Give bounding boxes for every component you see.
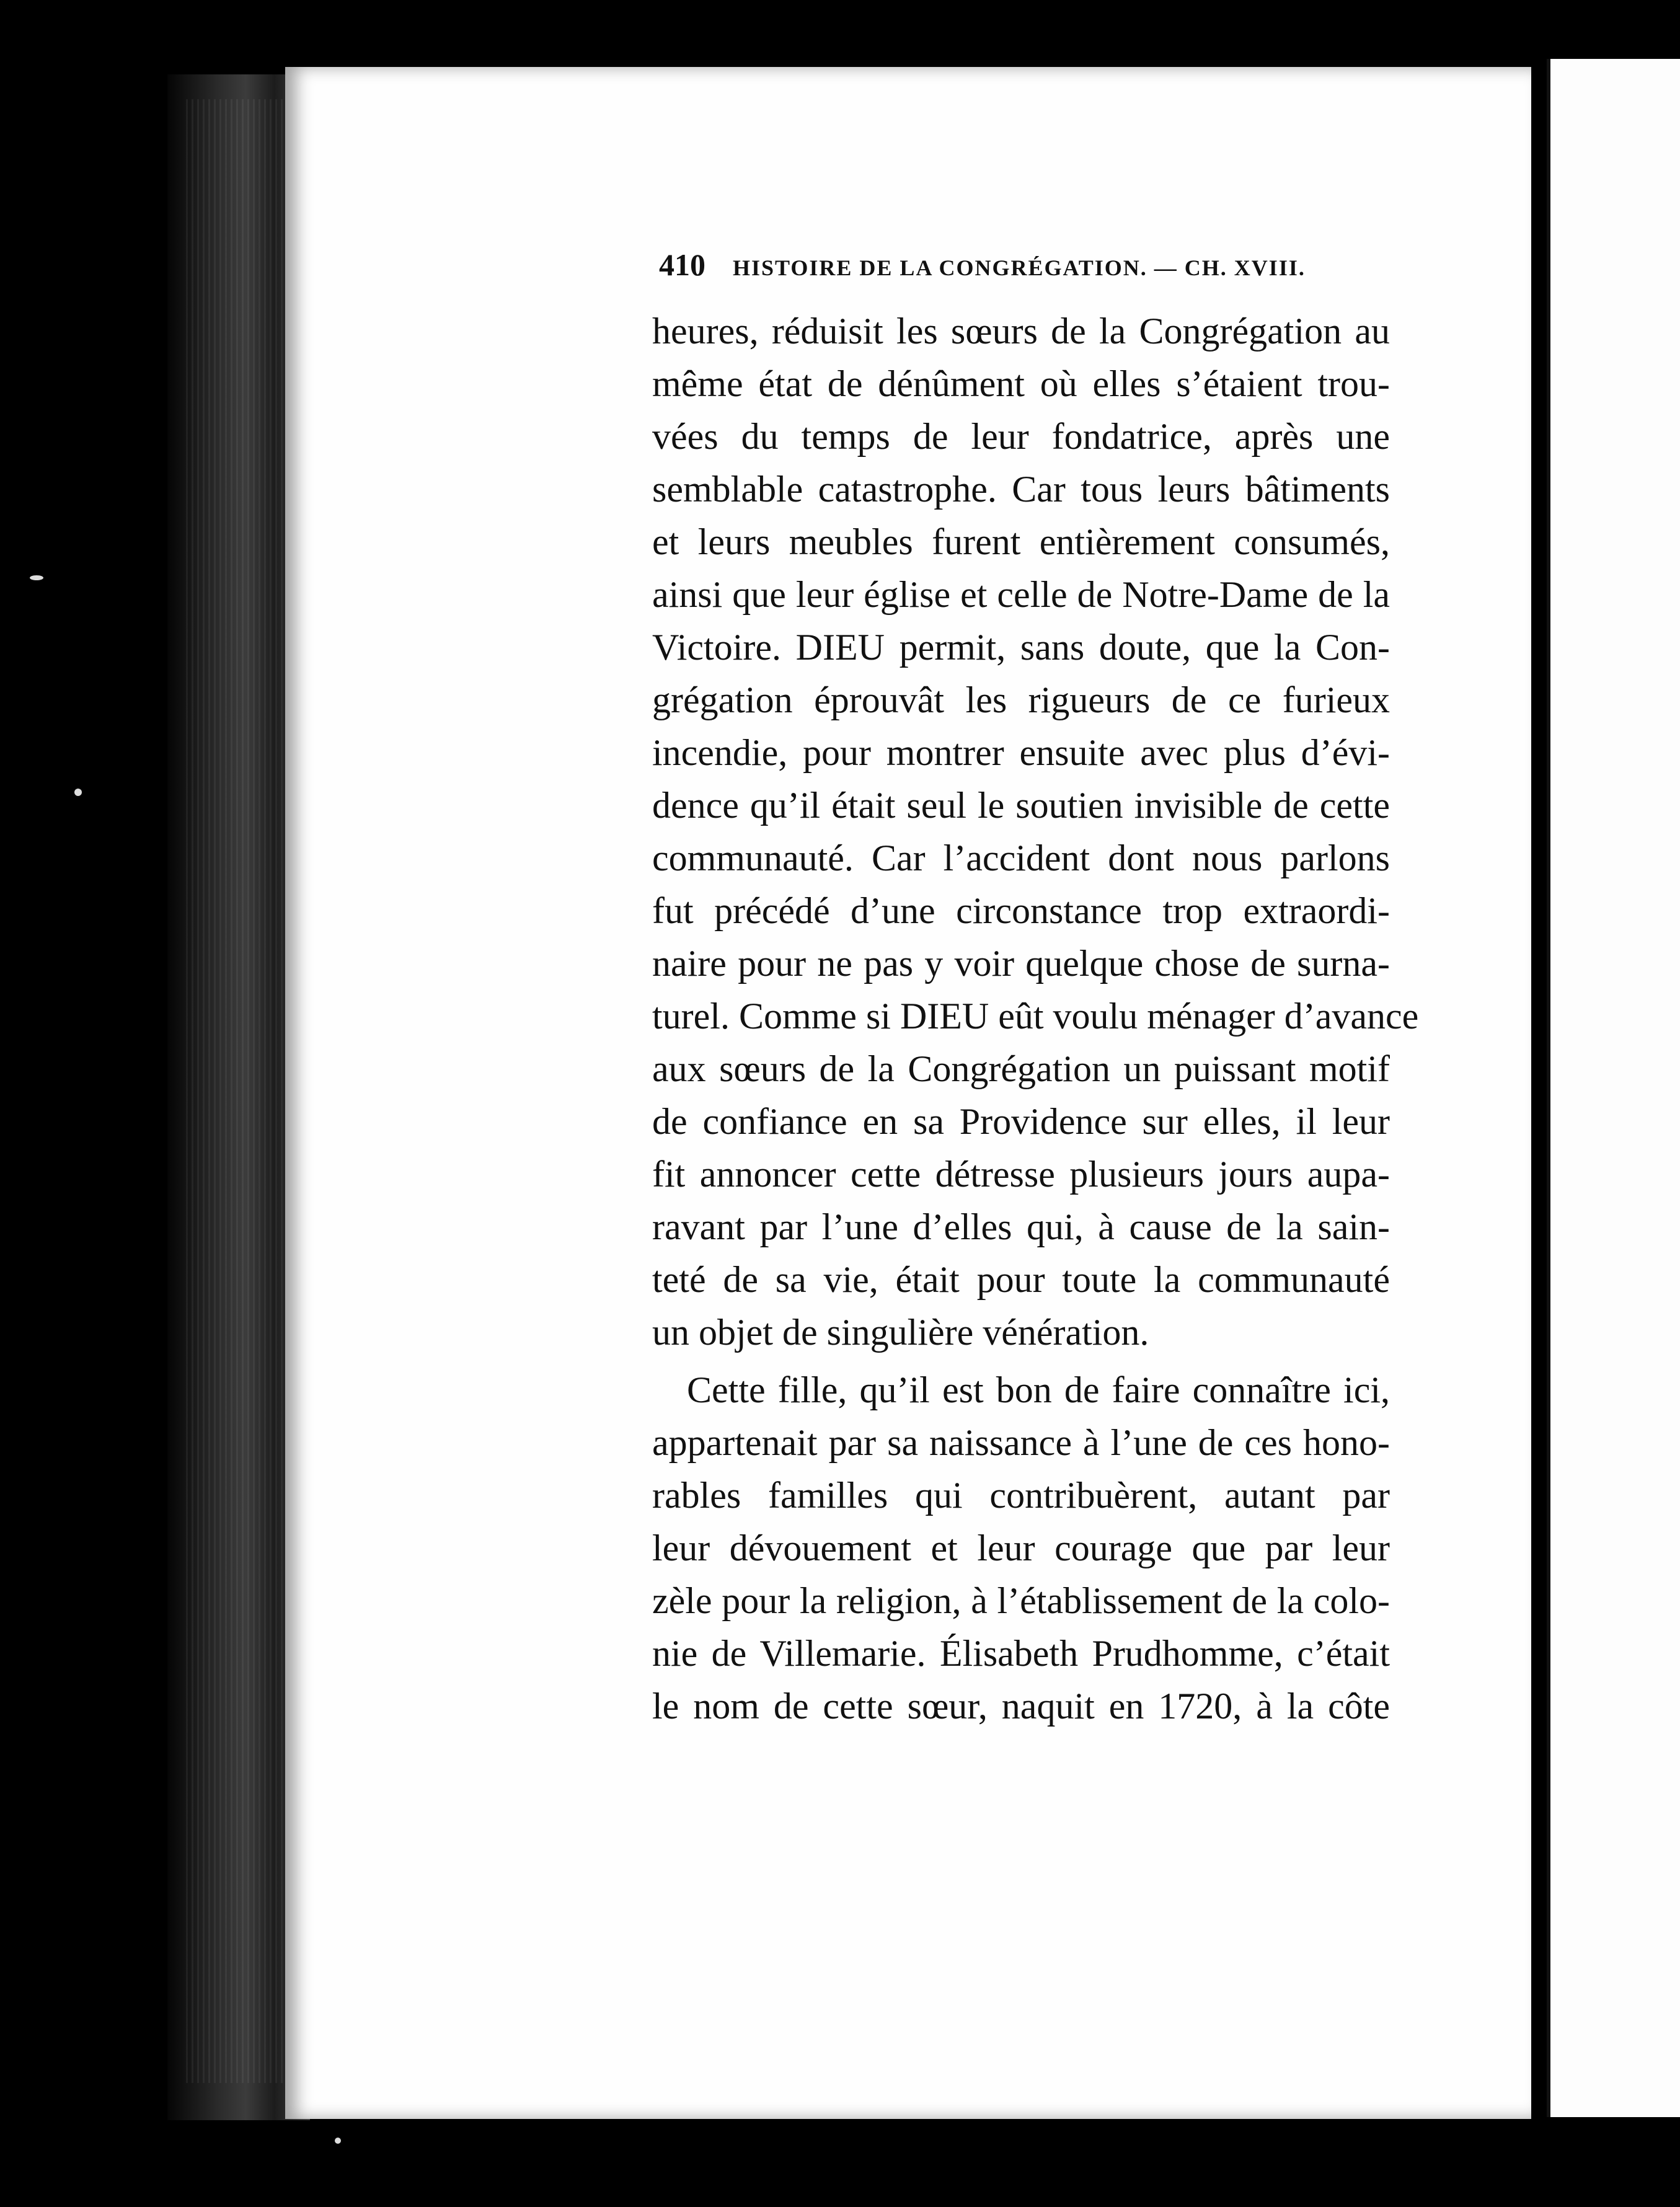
text-line: turel. Comme si DIEU eût voulu ménager d’avance xyxy=(652,996,1419,1037)
text-line: de confiance en sa Providence sur elles, il leur xyxy=(652,1101,1390,1142)
text-line: leur dévouement et leur courage que par leur xyxy=(652,1528,1390,1568)
paragraph-2 xyxy=(652,1364,1390,1733)
text-line: semblable catastrophe. Car tous leurs bâtiments xyxy=(652,469,1390,510)
running-header xyxy=(659,247,1316,284)
paragraph-1 xyxy=(652,305,1419,1359)
text-line: naire pour ne pas y voir quelque chose de surna- xyxy=(652,943,1390,984)
text-line: Victoire. DIEU permit, sans doute, que la Con- xyxy=(652,627,1390,668)
paragraph-gap xyxy=(652,1359,1390,1364)
scan-speck xyxy=(335,2138,341,2144)
text-line: rables familles qui contribuèrent, autant par xyxy=(652,1475,1390,1516)
text-line: grégation éprouvât les rigueurs de ce furieux xyxy=(652,679,1390,720)
text-line: heures, réduisit les sœurs de la Congrégation au xyxy=(652,311,1390,352)
text-line: vées du temps de leur fondatrice, après une xyxy=(652,416,1390,457)
body-text xyxy=(652,305,1419,1733)
scan-speck xyxy=(74,789,82,796)
facing-page-edge xyxy=(1547,59,1680,2117)
page-number: 410 xyxy=(659,247,705,282)
text-line: aux sœurs de la Congrégation un puissant motif xyxy=(652,1048,1390,1089)
text-line: dence qu’il était seul le soutien invisible de cette xyxy=(652,785,1390,826)
text-line: incendie, pour montrer ensuite avec plus d’évi- xyxy=(652,732,1390,773)
text-line: un objet de singulière vénération. xyxy=(652,1312,1149,1353)
text-line: même état de dénûment où elles s’étaient trou- xyxy=(652,363,1390,404)
text-line: communauté. Car l’accident dont nous parlons xyxy=(652,838,1390,878)
text-line: ainsi que leur église et celle de Notre-Dame de la xyxy=(652,574,1390,615)
text-line: fit annoncer cette détresse plusieurs jours aupa- xyxy=(652,1154,1390,1195)
text-line: zèle pour la religion, à l’établissement de la colo- xyxy=(652,1580,1390,1621)
book-edge-texture xyxy=(186,99,298,2083)
text-line: et leurs meubles furent entièrement consumés, xyxy=(652,521,1390,562)
text-line: fut précédé d’une circonstance trop extraordi- xyxy=(652,890,1390,931)
text-line: le nom de cette sœur, naquit en 1720, à la côte xyxy=(652,1686,1390,1727)
text-line: nie de Villemarie. Élisabeth Prudhomme, c’était xyxy=(652,1633,1390,1674)
text-line: Cette fille, qu’il est bon de faire connaître ici, xyxy=(687,1369,1390,1410)
text-line: ravant par l’une d’elles qui, à cause de la sain- xyxy=(652,1206,1390,1247)
text-line: appartenait par sa naissance à l’une de ces hono- xyxy=(652,1422,1390,1463)
chapter-header-title: HISTOIRE DE LA CONGRÉGATION. — CH. XVIII. xyxy=(733,255,1306,280)
text-line: teté de sa vie, était pour toute la communauté xyxy=(652,1259,1390,1300)
scan-speck xyxy=(30,575,43,580)
